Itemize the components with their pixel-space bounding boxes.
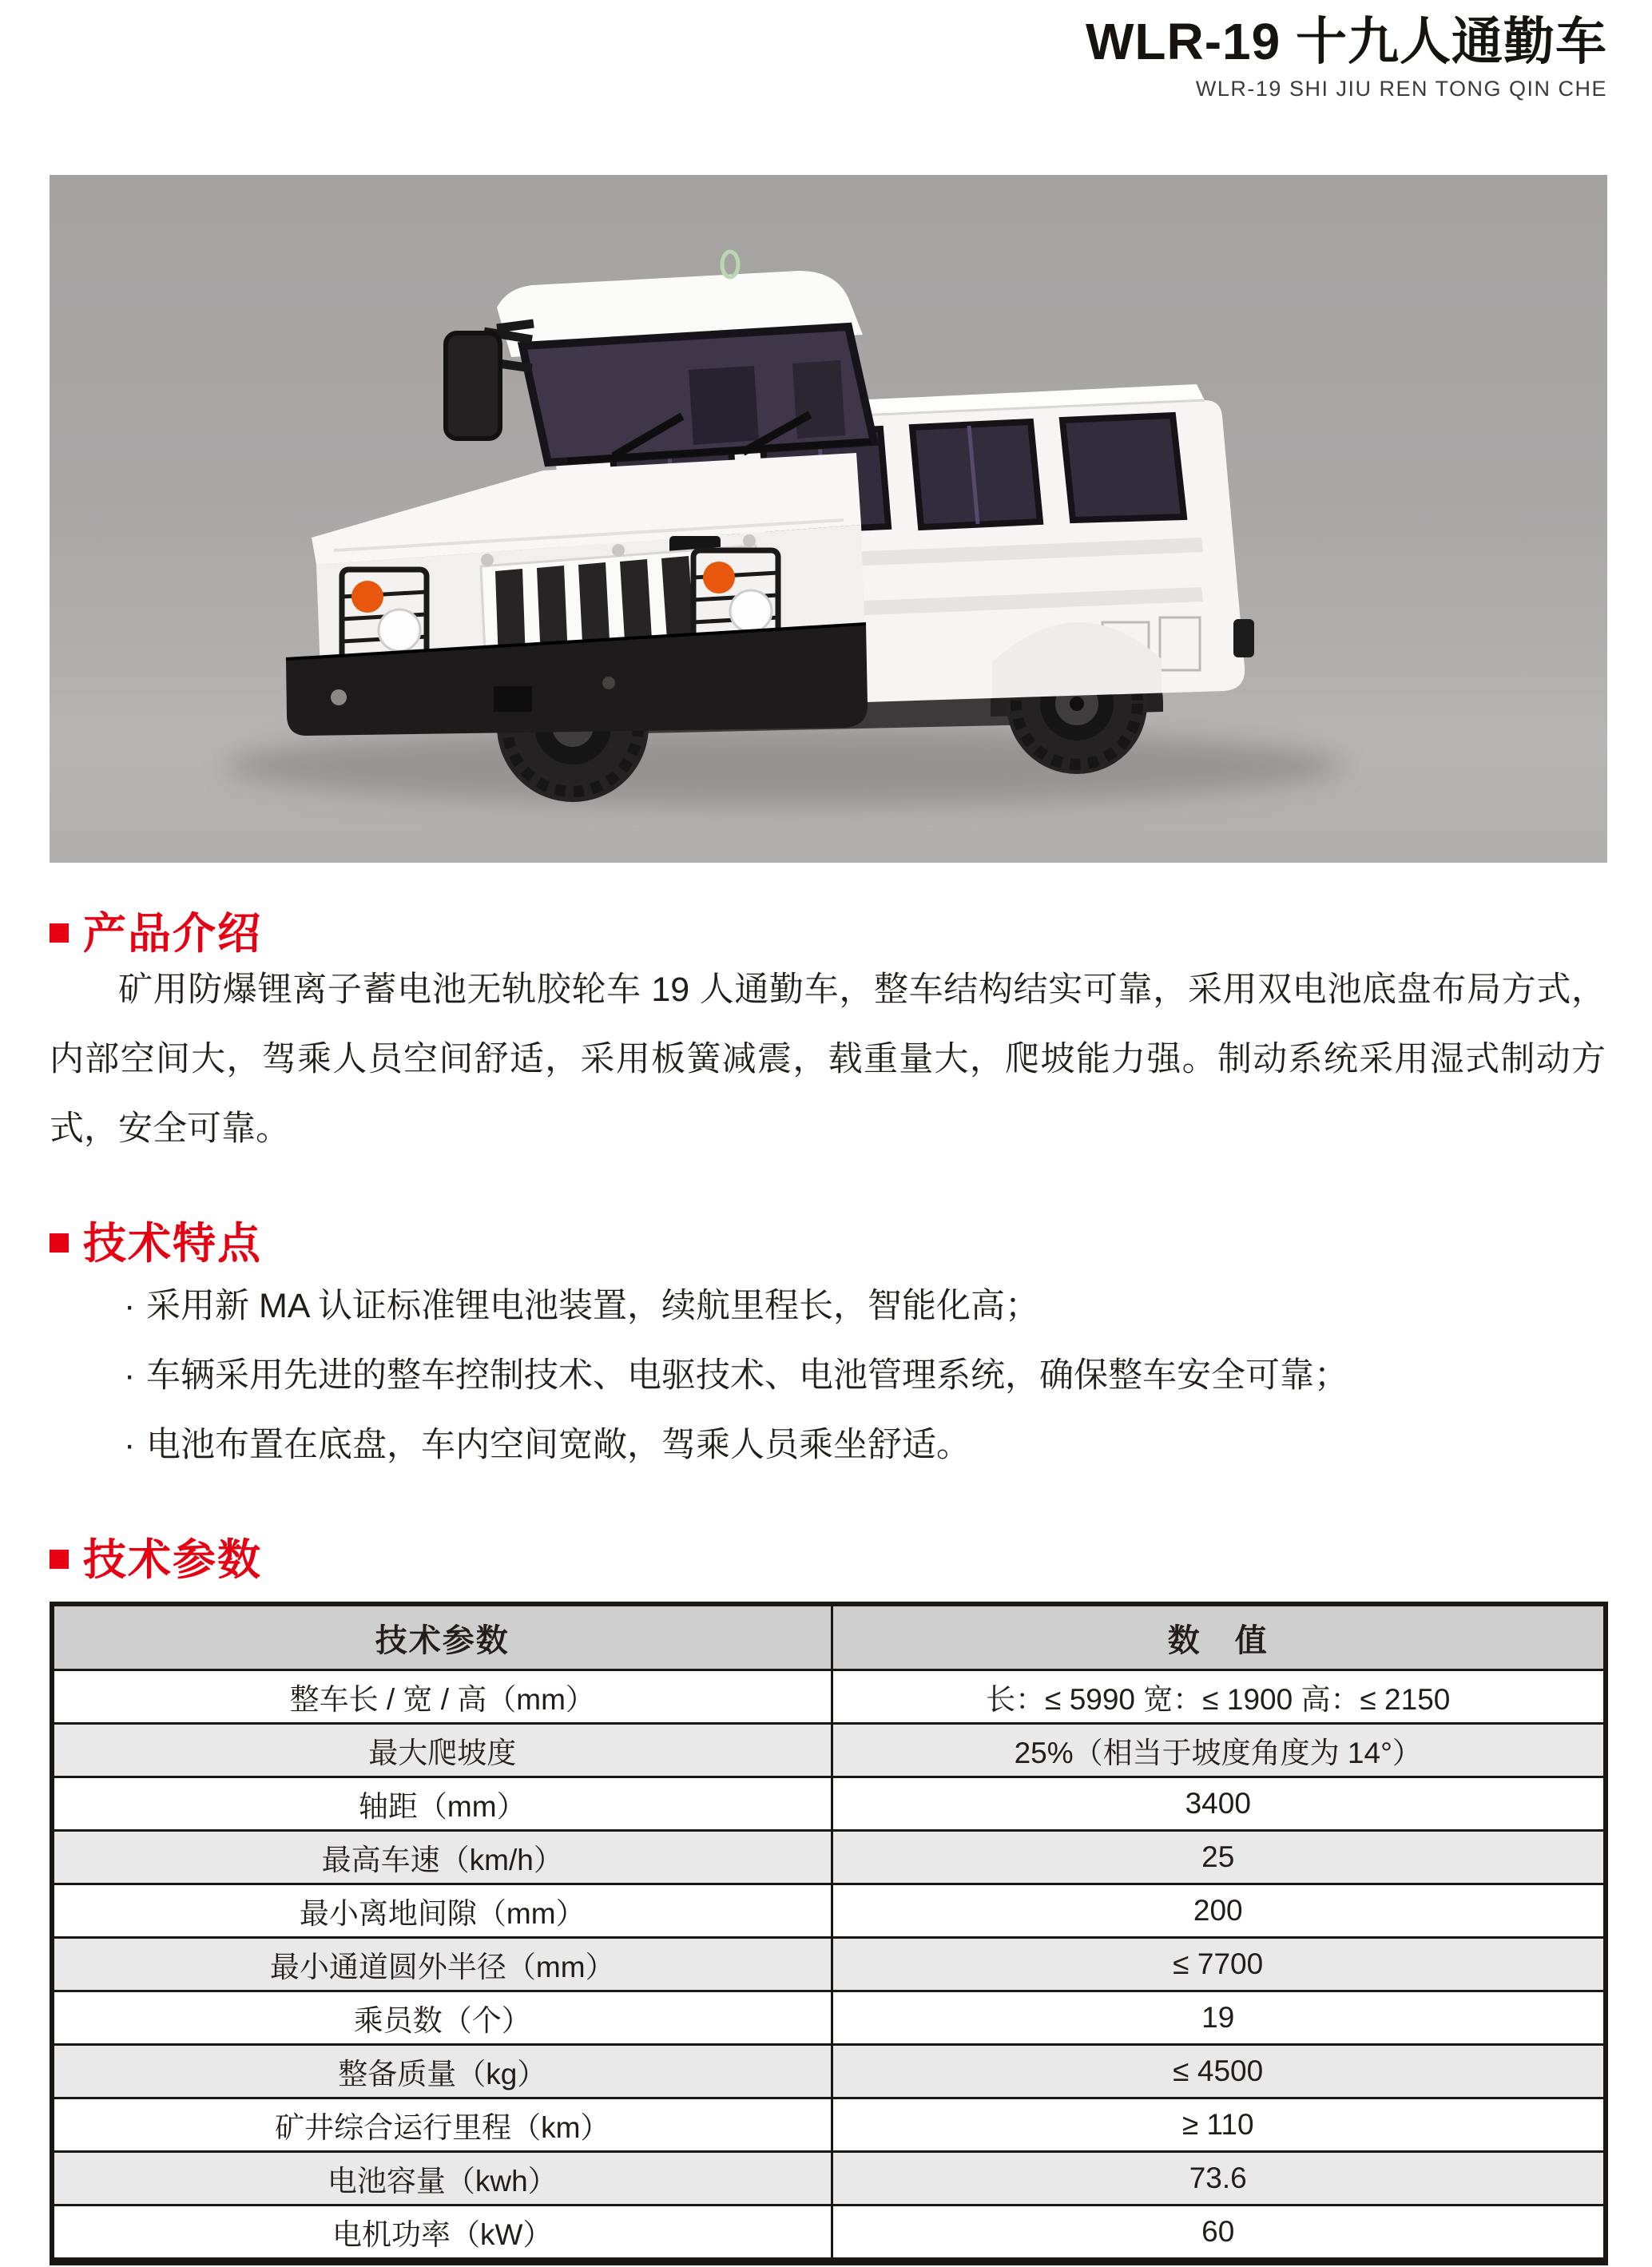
spec-param: 乘员数（个）: [52, 1991, 832, 2045]
feature-text: 车辆采用先进的整车控制技术、电驱技术、电池管理系统，确保整车安全可靠；: [146, 1356, 1348, 1395]
spec-table-body: [52, 1670, 1606, 2262]
headlamp-right: [693, 550, 778, 640]
specs-heading: 技术参数: [83, 1536, 262, 1584]
spec-value: 3400: [832, 1777, 1606, 1831]
spec-row: [52, 2152, 1606, 2205]
page-subtitle: WLR-19 SHI JIU REN TONG QIN CHE: [1195, 76, 1607, 101]
intro-paragraph: 矿用防爆锂离子蓄电池无轨胶轮车 19 人通勤车，整车结构结实可靠，采用双电池底盘布局方式，内部空间大，驾乘人员空间舒适，采用板簧减震，载重量大，爬坡能力强。制动系统采用湿式制动方式，安全可靠。: [50, 971, 1606, 1148]
section-heading-intro: [50, 899, 262, 961]
spec-header-row: [52, 1604, 1606, 1670]
spec-param: 电机功率（kW）: [52, 2205, 832, 2262]
spec-value: 25%（相当于坡度角度为 14°）: [832, 1724, 1606, 1777]
feature-text: 采用新 MA 认证标准锂电池装置，续航里程长，智能化高；: [146, 1287, 1040, 1325]
spec-table: [50, 1602, 1608, 2265]
intro-heading: 产品介绍: [83, 910, 262, 958]
headlamp-left: [342, 570, 427, 661]
spec-value: 长：≤ 5990 宽：≤ 1900 高：≤ 2150: [832, 1670, 1606, 1724]
spec-value: 25: [832, 1831, 1606, 1884]
spec-column-header: 技术参数: [52, 1604, 832, 1670]
feature-bullet-dot: ·: [124, 1287, 136, 1325]
features-list: [50, 1272, 1606, 1480]
feature-item: [50, 1341, 1606, 1411]
spec-row: [52, 1831, 1606, 1884]
spec-param: 矿井综合运行里程（km）: [52, 2098, 832, 2152]
cab: [446, 252, 874, 463]
spec-value: 200: [832, 1884, 1606, 1938]
red-square-bullet: [50, 923, 69, 943]
spec-row: [52, 2045, 1606, 2098]
spec-param: 整备质量（kg）: [52, 2045, 832, 2098]
spec-row: [52, 2098, 1606, 2152]
feature-bullet-dot: ·: [124, 1356, 136, 1395]
spec-param: 轴距（mm）: [52, 1777, 832, 1831]
spec-row: [52, 1777, 1606, 1831]
spec-param: 最小离地间隙（mm）: [52, 1884, 832, 1938]
feature-text: 电池布置在底盘，车内空间宽敞，驾乘人员乘坐舒适。: [146, 1426, 971, 1464]
spec-param: 电池容量（kwh）: [52, 2152, 832, 2205]
spec-row: [52, 1938, 1606, 1991]
spec-value: ≥ 110: [832, 2098, 1606, 2152]
page-title: WLR-19 十九人通勤车: [1086, 13, 1607, 70]
spec-value: 73.6: [832, 2152, 1606, 2205]
spec-param: 整车长 / 宽 / 高（mm）: [52, 1670, 832, 1724]
feature-item: [50, 1272, 1606, 1341]
spec-row: [52, 2205, 1606, 2262]
spec-table-head: [52, 1604, 1606, 1670]
spec-value: ≤ 7700: [832, 1938, 1606, 1991]
side-mirror: [446, 333, 500, 439]
title-block: [1086, 13, 1607, 101]
red-square-bullet: [50, 1550, 69, 1569]
spec-value: ≤ 4500: [832, 2045, 1606, 2098]
spec-value: 19: [832, 1991, 1606, 2045]
section-heading-specs: [50, 1526, 262, 1587]
features-heading: 技术特点: [83, 1220, 262, 1268]
vehicle-render-19-seat-bus: [50, 175, 1607, 863]
spec-column-header: 数 值: [832, 1604, 1606, 1670]
red-square-bullet: [50, 1233, 69, 1253]
feature-item: [50, 1411, 1606, 1480]
spec-row: [52, 1991, 1606, 2045]
spec-value: 60: [832, 2205, 1606, 2262]
spec-row: [52, 1724, 1606, 1777]
spec-param: 最大爬坡度: [52, 1724, 832, 1777]
spec-param: 最高车速（km/h）: [52, 1831, 832, 1884]
feature-bullet-dot: ·: [124, 1426, 136, 1464]
spec-row: [52, 1884, 1606, 1938]
spec-param: 最小通道圆外半径（mm）: [52, 1938, 832, 1991]
section-heading-features: [50, 1209, 262, 1271]
product-photo: [50, 175, 1607, 863]
vehicle-shadow: [225, 726, 1344, 806]
spec-row: [52, 1670, 1606, 1724]
